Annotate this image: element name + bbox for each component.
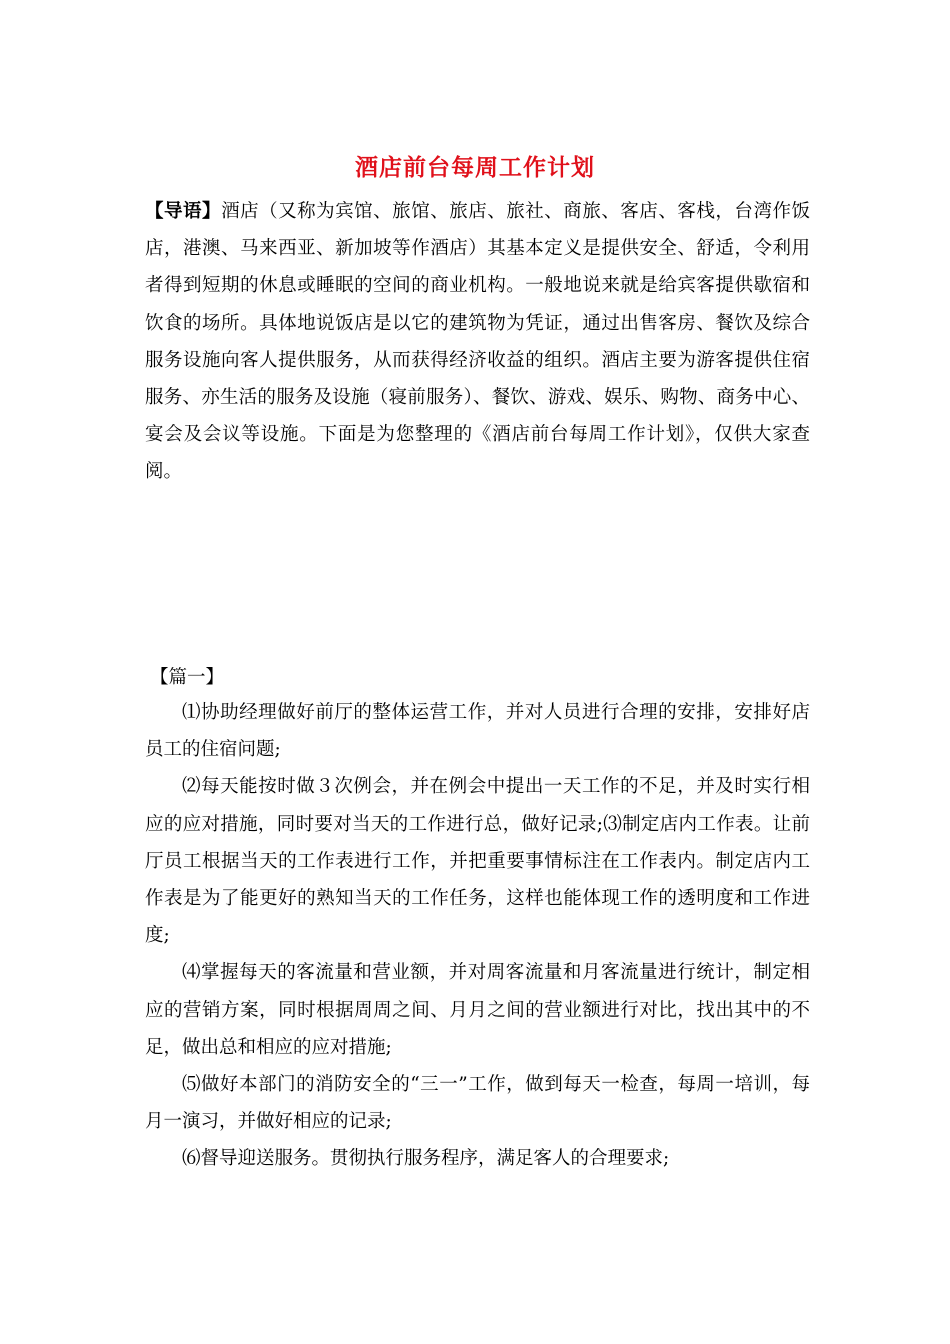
section-paragraph: ⑸做好本部门的消防安全的“三一”工作，做到每天一检查，每周一培训，每月一演习，并做好相应的记录;: [145, 1074, 810, 1133]
section-paragraph: ⑴协助经理做好前厅的整体运营工作，并对人员进行合理的安排，安排好店员工的住宿问题;: [145, 702, 810, 761]
section-paragraph: ⑵每天能按时做３次例会，并在例会中提出一天工作的不足，并及时实行相应的应对措施，同时要对当天的工作进行总，做好记录;⑶制定店内工作表。让前厅员工根据当天的工作表进行工作，并把重要事情标注在工作表内。制定店内工作表是为了能更好的熟知当天的工作任务，这样也能体现工作的透明度和工作进度;: [145, 776, 810, 947]
section-paragraph: ⑹督导迎送服务。贯彻执行服务程序，满足客人的合理要求;: [182, 1148, 670, 1170]
intro-text: 酒店（又称为宾馆、旅馆、旅店、旅社、商旅、客店、客栈，台湾作饭店，港澳、马来西亚、新加坡等作酒店）其基本定义是提供安全、舒适，令利用者得到短期的休息或睡眠的空间的商业机构。一般地说来就是给宾客提供歇宿和饮食的场所。具体地说饭店是以它的建筑物为凭证，通过出售客房、餐饮及综合服务设施向客人提供服务，从而获得经济收益的组织。酒店主要为游客提供住宿服务、亦生活的服务及设施（寝前服务）、餐饮、游戏、娱乐、购物、商务中心、宴会及会议等设施。下面是为您整理的《酒店前台每周工作计划》，仅供大家查阅。: [145, 201, 810, 483]
document-title: 酒店前台每周工作计划: [355, 154, 595, 181]
section-paragraph: ⑷掌握每天的客流量和营业额，并对周客流量和月客流量进行统计，制定相应的营销方案，同时根据周周之间、月月之间的营业额进行对比，找出其中的不足，做出总和相应的应对措施;: [145, 962, 810, 1058]
intro-tag: 【导语】: [145, 201, 222, 222]
intro-paragraph: [145, 193, 810, 491]
section-title: 【篇一】: [150, 667, 225, 688]
section-1: [145, 662, 810, 1178]
